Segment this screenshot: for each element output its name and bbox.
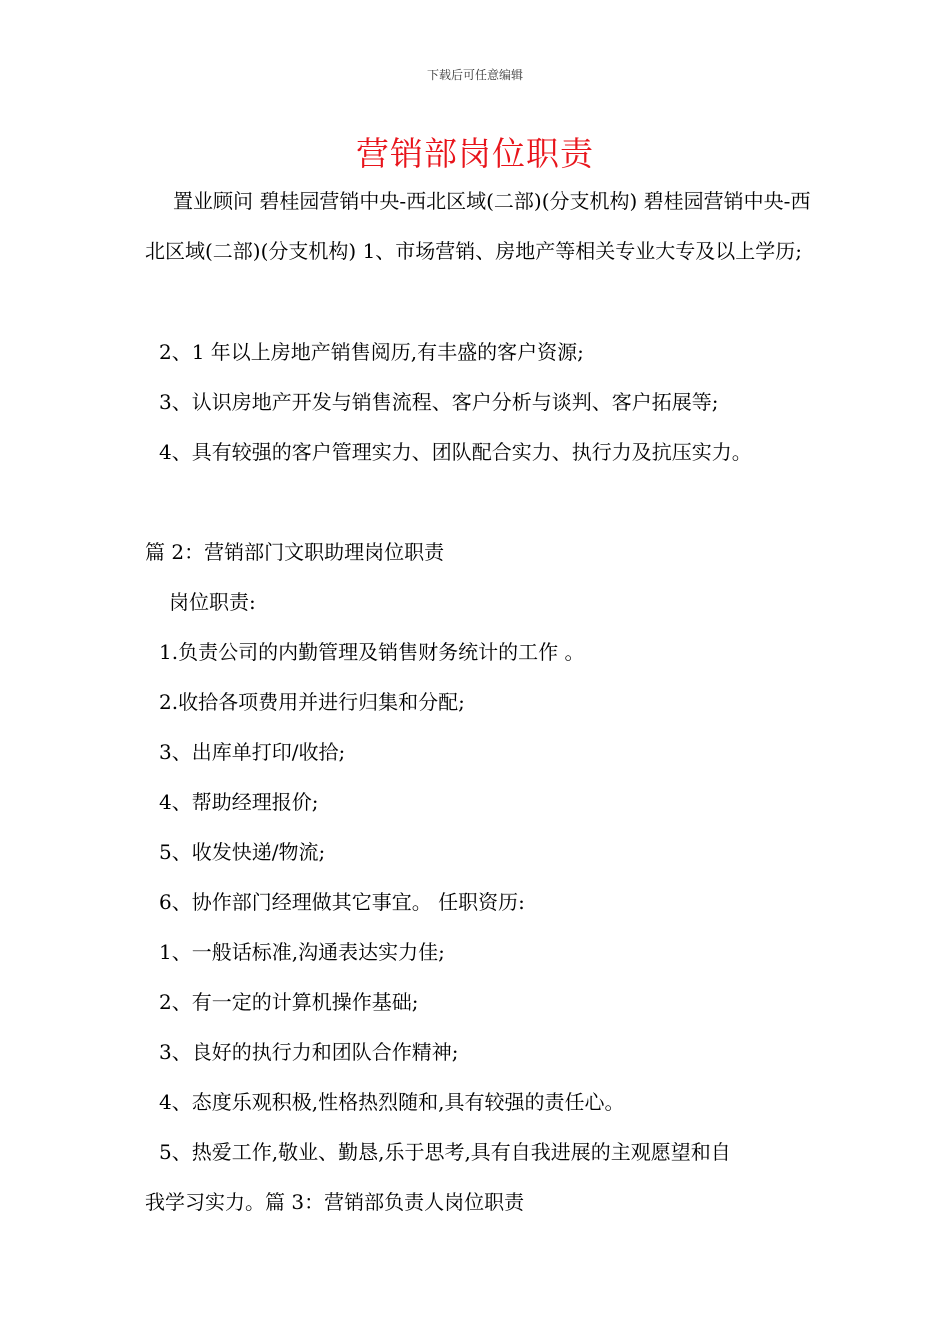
requirement-item-1: 1、一般话标准,沟通表达实力佳; (159, 940, 445, 964)
intro-paragraph: 置业顾问 碧桂园营销中央-西北区域(二部)(分支机构) 碧桂园营销中央-西北区域(二部)(分支机构) 1、市场营销、房地产等相关专业大专及以上学历; (145, 189, 811, 263)
page-header-note: 下载后可任意编辑 (426, 68, 523, 82)
section2-heading: 篇 2：营销部门文职助理岗位职责 (145, 540, 445, 564)
requirement-item-2: 2、有一定的计算机操作基础; (159, 990, 419, 1014)
duty-item-5: 5、收发快递/物流; (159, 840, 326, 864)
section1-item-4: 4、具有较强的客户管理实力、团队配合实力、执行力及抗压实力。 (159, 440, 752, 464)
requirement-item-3: 3、良好的执行力和团队合作精神; (159, 1040, 459, 1064)
requirement-item-5-line2: 我学习实力。篇 3：营销部负责人岗位职责 (145, 1190, 525, 1214)
duty-item-6: 6、协作部门经理做其它事宜。 任职资历: (159, 890, 525, 914)
document-title: 营销部岗位职责 (356, 134, 594, 173)
duty-item-1: 1.负责公司的内勤管理及销售财务统计的工作 。 (159, 640, 585, 664)
section2-subheading: 岗位职责: (169, 590, 256, 614)
section1-item-2: 2、1 年以上房地产销售阅历,有丰盛的客户资源; (159, 340, 584, 364)
section1-item-3: 3、认识房地产开发与销售流程、客户分析与谈判、客户拓展等; (159, 390, 719, 414)
requirement-item-5-line1: 5、热爱工作,敬业、勤恳,乐于思考,具有自我进展的主观愿望和自 (159, 1140, 731, 1164)
duty-item-3: 3、出库单打印/收拾; (159, 740, 346, 764)
duty-item-4: 4、帮助经理报价; (159, 790, 319, 814)
requirement-item-4: 4、态度乐观积极,性格热烈随和,具有较强的责任心。 (159, 1090, 625, 1114)
duty-item-2: 2.收拾各项费用并进行归集和分配; (159, 690, 465, 714)
